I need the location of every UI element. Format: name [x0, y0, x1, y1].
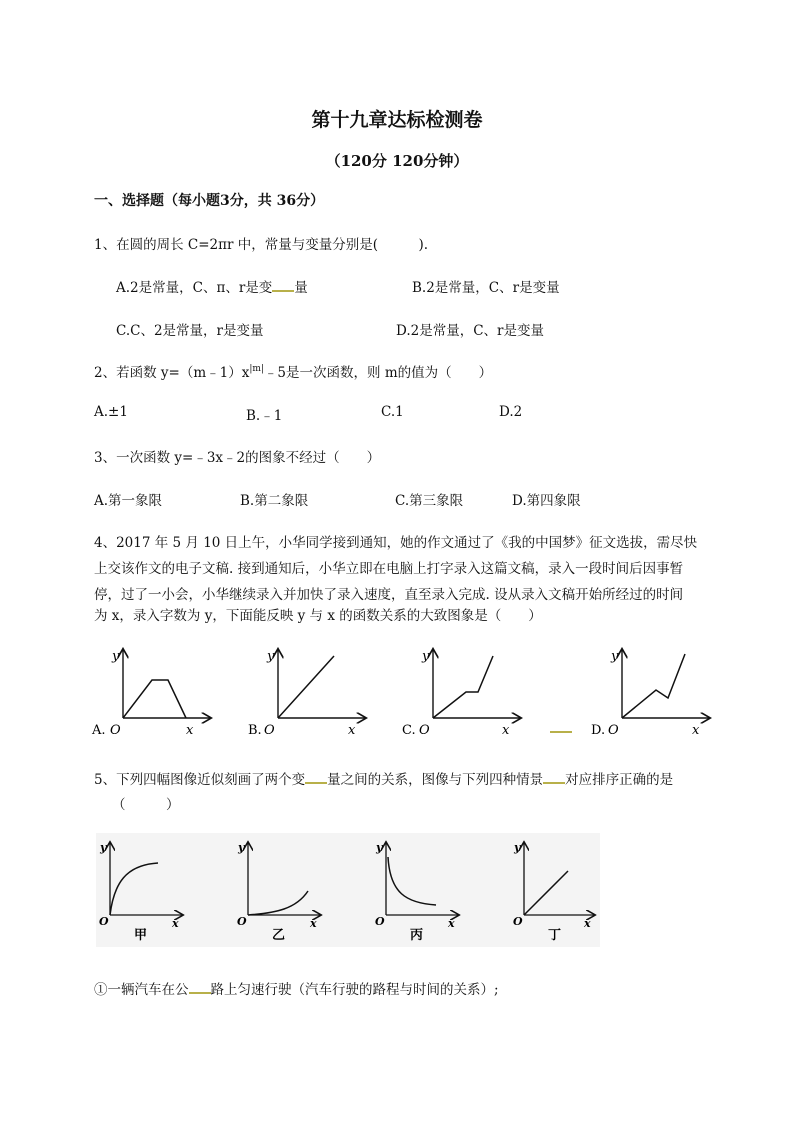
page-subtitle: （120分 120分钟） [325, 152, 469, 170]
option-a-text: A.2是常量，C、π、r是变 [116, 280, 273, 296]
graph-ding-caption: 丁 [548, 928, 562, 943]
y-axis-label: y [376, 841, 383, 854]
q5-text-c: 对应排序正确的是 [565, 772, 674, 788]
x-axis-label: x [172, 917, 179, 930]
question-2-option-d: D.2 [499, 404, 523, 420]
graph-b-curve [278, 656, 334, 718]
question-4-line-2: 上交该作文的电子文稿. 接到通知后，小华立即在电脑上打字录入这篇文稿，录入一段时间后因事暂 [94, 561, 684, 577]
graph-c-label: C. [402, 723, 416, 738]
question-5-line-2: （ ） [112, 797, 180, 813]
question-1-option-d: D.2是常量，C、r是变量 [396, 323, 545, 339]
y-axis-label: y [267, 649, 275, 664]
graph-b [248, 649, 365, 738]
graph-d-curve [622, 654, 685, 718]
q5-text-b: 量之间的关系，图像与下列四种情景 [327, 772, 544, 788]
item-1-text-a: ①一辆汽车在公 [94, 982, 189, 998]
question-4-line-4: 为 x，录入字数为 y，下面能反映 y 与 x 的函数关系的大致图象是（ ） [94, 608, 542, 624]
answer-blank-mark [189, 984, 211, 994]
stem-pre: 2、若函数 y=（m﹣1）x [94, 365, 250, 381]
origin-label: O [419, 723, 430, 738]
y-axis-label: y [100, 841, 107, 854]
question-4-line-1: 4、2017 年 5 月 10 日上午，小华同学接到通知，她的作文通过了《我的中国梦》征文选拔，需尽快 [94, 535, 698, 551]
origin-label: O [513, 915, 523, 928]
question-3-option-b: B.第二象限 [240, 493, 309, 509]
question-3-option-a: A.第一象限 [94, 493, 163, 509]
question-2-option-b: B.﹣1 [246, 408, 283, 424]
question-1-option-b: B.2是常量，C、r是变量 [412, 280, 560, 296]
x-axis-label: x [186, 723, 194, 738]
graph-c-curve [433, 656, 493, 718]
question-3-option-d: D.第四象限 [512, 493, 581, 509]
stem-post: ﹣5是一次函数，则 m的值为（ ） [263, 365, 493, 381]
answer-blank-mark [272, 282, 294, 292]
option-a-tail: 量 [294, 280, 308, 296]
origin-label: O [264, 723, 275, 738]
question-2-option-c: C.1 [381, 404, 404, 420]
y-axis-label: y [422, 649, 430, 664]
page-title: 第十九章达标检测卷 [311, 109, 483, 131]
y-axis-label: y [112, 649, 120, 664]
exponent: |m| [249, 364, 264, 374]
graph-jia-caption: 甲 [134, 928, 148, 943]
answer-blank-mark [305, 774, 327, 784]
graph-d-label: D. [591, 723, 606, 738]
question-1-option-c: C.C、2是常量，r是变量 [116, 323, 264, 339]
question-1-stem: 1、在圆的周长 C=2πr 中，常量与变量分别是( ). [94, 237, 429, 253]
origin-label: O [99, 915, 109, 928]
graph-a [91, 649, 210, 738]
item-1-text-b: 路上匀速行驶（汽车行驶的路程与时间的关系）; [210, 982, 499, 998]
question-5-graphs [96, 833, 600, 947]
graph-bing-caption: 丙 [410, 928, 424, 943]
y-axis-label: y [514, 841, 521, 854]
question-2-option-a: A.±1 [94, 404, 128, 420]
question-3-option-c: C.第三象限 [395, 493, 464, 509]
origin-label: O [608, 723, 619, 738]
origin-label: O [110, 723, 121, 738]
origin-label: O [375, 915, 385, 928]
graph-a-curve [123, 680, 186, 718]
origin-label: O [237, 915, 247, 928]
question-4-graphs [88, 640, 718, 750]
x-axis-label: x [310, 917, 317, 930]
y-axis-label: y [611, 649, 619, 664]
x-axis-label: x [448, 917, 455, 930]
graph-b-label: B. [248, 723, 262, 738]
x-axis-label: x [584, 917, 591, 930]
question-1-option-a [116, 276, 308, 296]
x-axis-label: x [348, 723, 356, 738]
graph-yi-caption: 乙 [272, 928, 286, 943]
q5-text-a: 5、下列四幅图像近似刻画了两个变 [94, 772, 306, 788]
question-5-item-1 [94, 978, 499, 998]
section-heading-choice: 一、选择题（每小题3分，共 36分） [94, 193, 325, 209]
answer-blank-mark [543, 774, 565, 784]
x-axis-label: x [692, 723, 700, 738]
question-2-stem [94, 361, 492, 381]
graph-c [402, 649, 520, 738]
graph-a-label: A. [92, 723, 106, 738]
question-5-line-1 [94, 768, 673, 788]
graph-d [591, 649, 709, 738]
question-4-line-3: 停，过了一小会，小华继续录入并加快了录入速度，直至录入完成. 设从录入文稿开始所经过的时间 [94, 587, 684, 603]
question-3-stem: 3、一次函数 y=﹣3x﹣2的图象不经过（ ） [94, 450, 381, 466]
x-axis-label: x [502, 723, 510, 738]
y-axis-label: y [238, 841, 245, 854]
